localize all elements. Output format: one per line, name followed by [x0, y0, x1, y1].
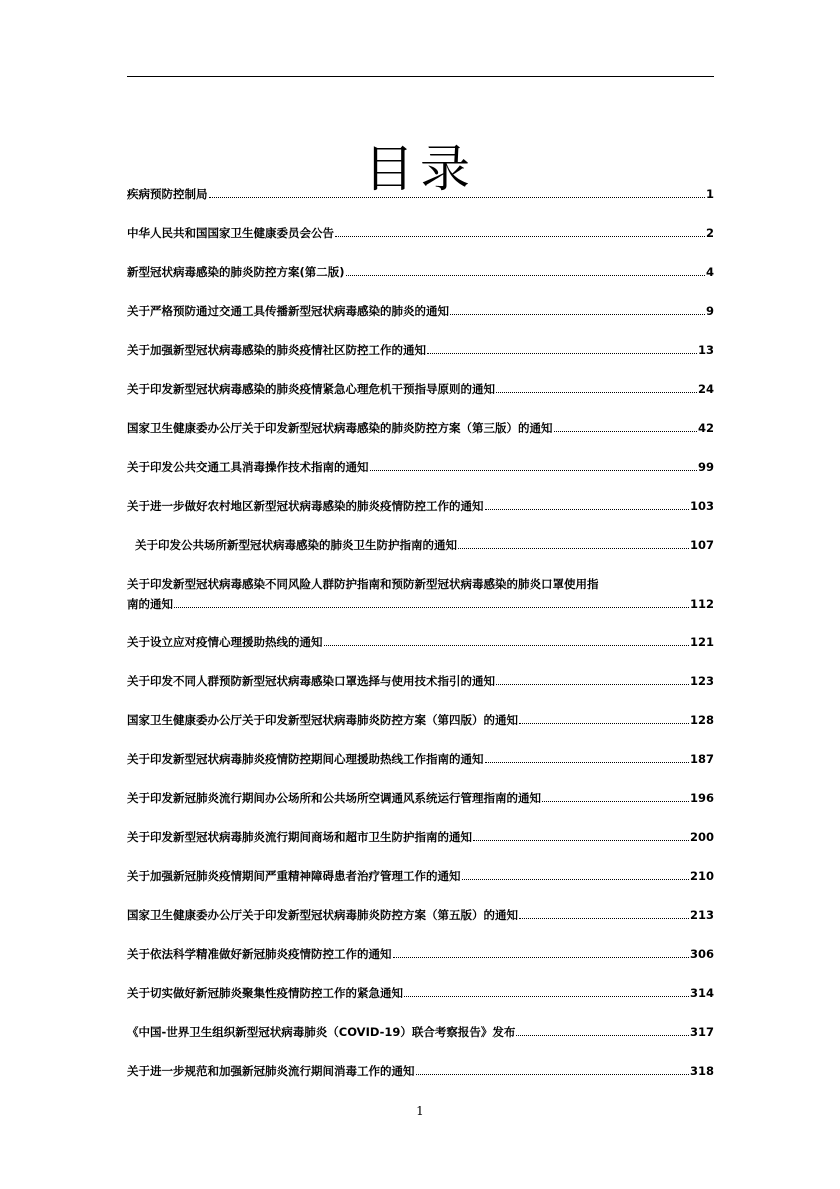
- toc-entry-page: 121: [689, 635, 714, 649]
- toc-entry-title: 关于加强新冠肺炎疫情期间严重精神障碍患者治疗管理工作的通知: [127, 869, 461, 883]
- toc-entry-title: 关于切实做好新冠肺炎聚集性疫情防控工作的紧急通知: [127, 986, 403, 1000]
- dot-leader: [462, 868, 689, 880]
- dot-leader: [516, 1024, 689, 1036]
- toc-entry[interactable]: [127, 671, 714, 710]
- toc-entry[interactable]: [127, 866, 714, 905]
- toc-entry[interactable]: [127, 632, 714, 671]
- dot-leader: [485, 498, 689, 510]
- toc-entry[interactable]: [127, 301, 714, 340]
- toc-entry-title: 关于印发新型冠状病毒感染不同风险人群防护指南和预防新型冠状病毒感染的肺炎口罩使用指: [127, 577, 599, 591]
- toc-entry[interactable]: [127, 340, 714, 379]
- toc-entry[interactable]: [127, 496, 714, 535]
- page-number: 1: [416, 1104, 424, 1118]
- toc-entry[interactable]: [127, 418, 714, 457]
- toc-entry-title: 新型冠状病毒感染的肺炎防控方案(第二版): [127, 265, 345, 279]
- toc-entry-page: 123: [689, 674, 714, 688]
- dot-leader: [496, 673, 689, 685]
- dot-leader: [209, 186, 705, 198]
- toc-entry-page: 107: [689, 538, 714, 552]
- toc-entry-title: 国家卫生健康委办公厅关于印发新型冠状病毒感染的肺炎防控方案（第三版）的通知: [127, 421, 553, 435]
- toc-entry[interactable]: [127, 905, 714, 944]
- toc-entry-title-continued: 南的通知: [127, 597, 173, 611]
- toc-entry[interactable]: [127, 944, 714, 983]
- dot-leader: [174, 596, 689, 608]
- dot-leader: [458, 537, 689, 549]
- dot-leader: [404, 985, 689, 997]
- toc-entry-page: 187: [689, 752, 714, 766]
- toc-entry[interactable]: [127, 535, 714, 574]
- toc-entry-title: 关于印发公共场所新型冠状病毒感染的肺炎卫生防护指南的通知: [135, 538, 457, 552]
- toc-entry[interactable]: [127, 710, 714, 749]
- dot-leader: [324, 634, 689, 646]
- dot-leader: [519, 907, 689, 919]
- toc-entry-page: 2: [705, 226, 714, 240]
- toc-entry-title: 《中国-世界卫生组织新型冠状病毒肺炎（COVID-19）联合考察报告》发布: [127, 1025, 516, 1039]
- toc-entry-page: 200: [689, 830, 714, 844]
- dot-leader: [393, 946, 689, 958]
- toc-entry-page: 13: [697, 343, 714, 357]
- dot-leader: [496, 381, 697, 393]
- toc-entry-title: 国家卫生健康委办公厅关于印发新型冠状病毒肺炎防控方案（第五版）的通知: [127, 908, 518, 922]
- dot-leader: [427, 342, 697, 354]
- table-of-contents: [127, 184, 714, 1100]
- toc-entry-page: 103: [689, 499, 714, 513]
- toc-entry[interactable]: [127, 184, 714, 223]
- toc-entry-title: 关于印发新冠肺炎流行期间办公场所和公共场所空调通风系统运行管理指南的通知: [127, 791, 541, 805]
- dot-leader: [335, 225, 705, 237]
- toc-entry-page: 4: [705, 265, 714, 279]
- toc-entry-page: 112: [689, 597, 714, 611]
- toc-entry-page: 128: [689, 713, 714, 727]
- dot-leader: [450, 303, 705, 315]
- toc-entry-title: 中华人民共和国国家卫生健康委员会公告: [127, 226, 334, 240]
- toc-entry-title: 关于严格预防通过交通工具传播新型冠状病毒感染的肺炎的通知: [127, 304, 449, 318]
- toc-entry[interactable]: [127, 1061, 714, 1100]
- dot-leader: [370, 459, 697, 471]
- toc-entry-page: 210: [689, 869, 714, 883]
- page-title: 目录: [364, 139, 476, 198]
- toc-entry-title: 关于进一步做好农村地区新型冠状病毒感染的肺炎疫情防控工作的通知: [127, 499, 484, 513]
- toc-entry-title: 疾病预防控制局: [127, 187, 208, 201]
- dot-leader: [485, 751, 689, 763]
- toc-entry[interactable]: [127, 457, 714, 496]
- toc-entry-title: 关于加强新型冠状病毒感染的肺炎疫情社区防控工作的通知: [127, 343, 426, 357]
- toc-entry-title: 关于印发不同人群预防新型冠状病毒感染口罩选择与使用技术指引的通知: [127, 674, 495, 688]
- dot-leader: [416, 1063, 689, 1075]
- dot-leader: [519, 712, 689, 724]
- toc-entry-page: 318: [689, 1064, 714, 1078]
- toc-entry-title: 国家卫生健康委办公厅关于印发新型冠状病毒肺炎防控方案（第四版）的通知: [127, 713, 518, 727]
- toc-entry[interactable]: [127, 574, 714, 632]
- dot-leader: [542, 790, 689, 802]
- toc-entry[interactable]: [127, 262, 714, 301]
- toc-entry-title: 关于印发新型冠状病毒肺炎疫情防控期间心理援助热线工作指南的通知: [127, 752, 484, 766]
- toc-entry-title: 关于设立应对疫情心理援助热线的通知: [127, 635, 323, 649]
- toc-entry-title: 关于印发新型冠状病毒肺炎流行期间商场和超市卫生防护指南的通知: [127, 830, 472, 844]
- toc-entry[interactable]: [127, 788, 714, 827]
- toc-entry-page: 24: [697, 382, 714, 396]
- dot-leader: [473, 829, 689, 841]
- toc-entry-page: 196: [689, 791, 714, 805]
- toc-entry-page: 314: [689, 986, 714, 1000]
- toc-entry[interactable]: [127, 983, 714, 1022]
- toc-entry[interactable]: [127, 223, 714, 262]
- toc-entry-page: 9: [705, 304, 714, 318]
- toc-entry-page: 1: [705, 187, 714, 201]
- toc-entry[interactable]: [127, 379, 714, 418]
- toc-entry-title: 关于依法科学精准做好新冠肺炎疫情防控工作的通知: [127, 947, 392, 961]
- toc-entry-page: 42: [697, 421, 714, 435]
- dot-leader: [346, 264, 705, 276]
- toc-entry-page: 306: [689, 947, 714, 961]
- toc-entry[interactable]: [127, 749, 714, 788]
- toc-entry-title: 关于进一步规范和加强新冠肺炎流行期间消毒工作的通知: [127, 1064, 415, 1078]
- toc-entry-title: 关于印发公共交通工具消毒操作技术指南的通知: [127, 460, 369, 474]
- toc-entry-page: 213: [689, 908, 714, 922]
- toc-entry[interactable]: [127, 1022, 714, 1061]
- dot-leader: [554, 420, 697, 432]
- toc-entry-page: 99: [697, 460, 714, 474]
- toc-entry-page: 317: [689, 1025, 714, 1039]
- toc-entry[interactable]: [127, 827, 714, 866]
- toc-entry-title: 关于印发新型冠状病毒感染的肺炎疫情紧急心理危机干预指导原则的通知: [127, 382, 495, 396]
- header-rule: [127, 76, 714, 77]
